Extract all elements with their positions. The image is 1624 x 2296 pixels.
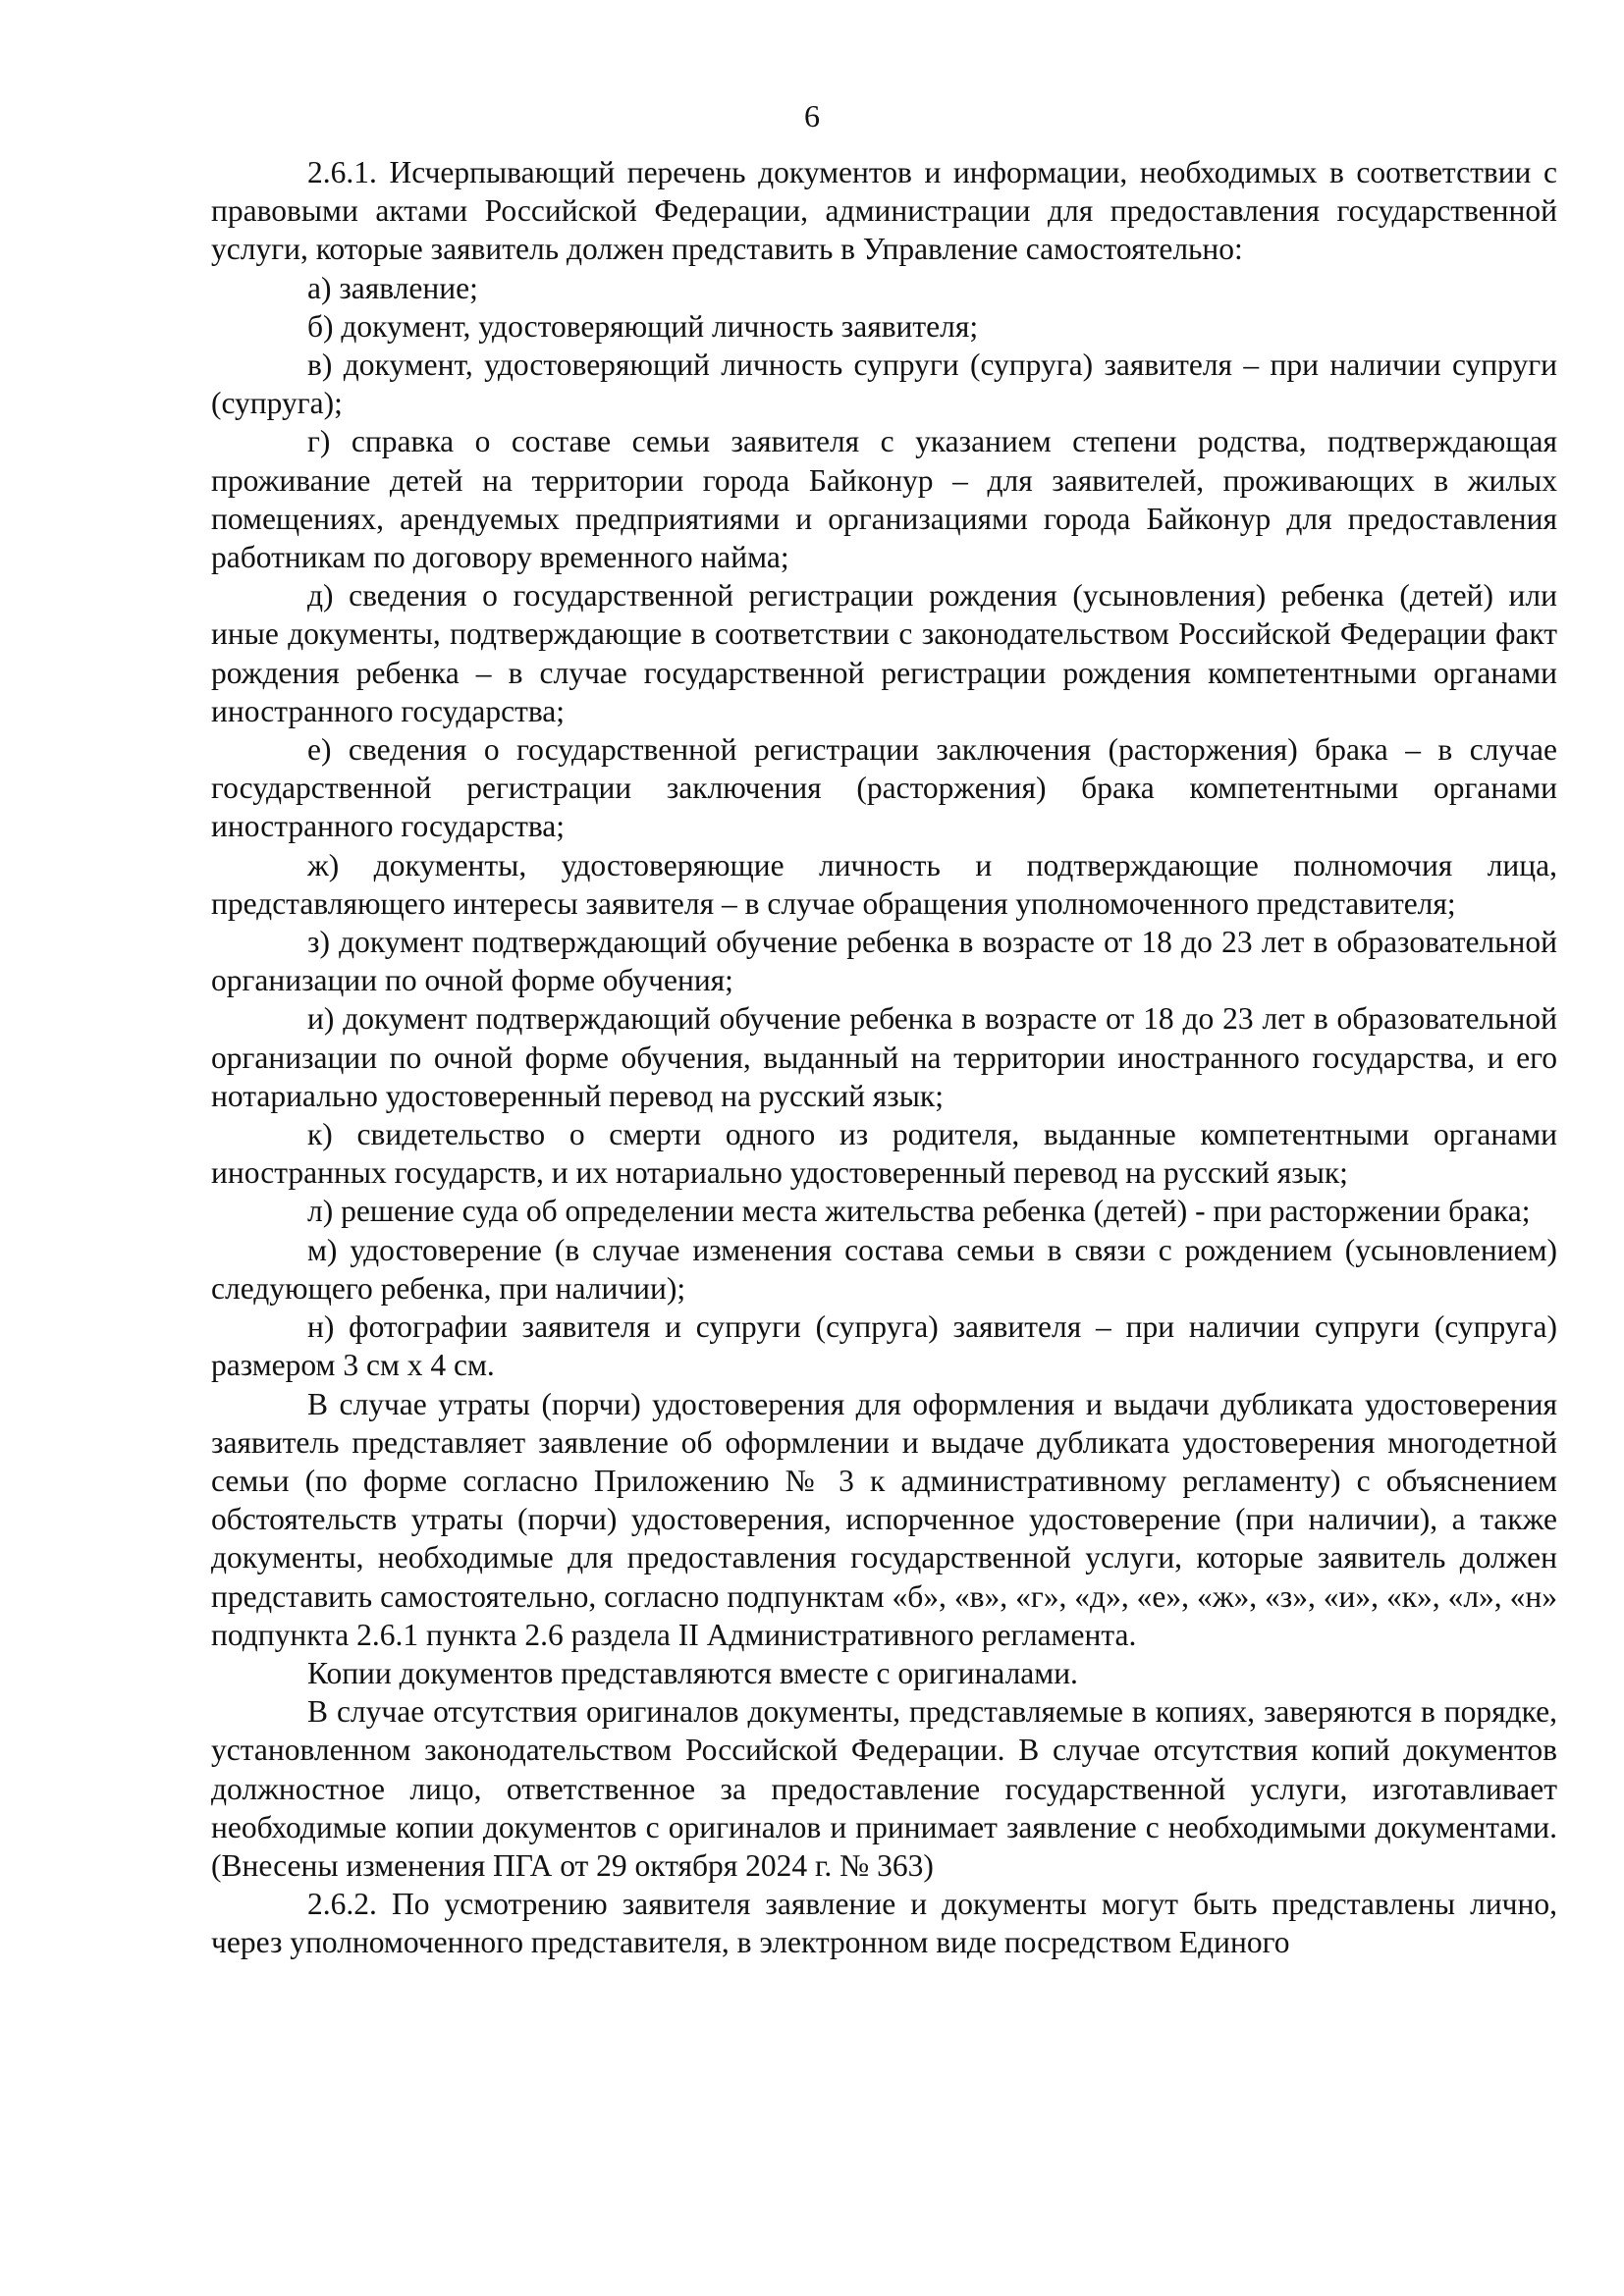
list-item-n: н) фотографии заявителя и супруги (супруга) заявителя – при наличии супруги (супруга) размером 3 см х 4 см. [211,1309,1557,1383]
paragraph-absence-of-originals: В случае отсутствия оригиналов документы, представляемые в копиях, заверяются в порядке, установленном законодательством Российской Федерации. В случае отсутствия копий документов должностное лицо, ответственное за предоставление государственной услуги, изготавливает необходимые копии документов с оригиналов и принимает заявление с необходимыми документами. (Внесены изменения ПГА от 29 октября 2024 г. № 363) [211,1694,1557,1883]
list-item-l: л) решение суда об определении места жительства ребенка (детей) - при расторжении брака; [307,1194,1531,1229]
paragraph-2-6-1: 2.6.1. Исчерпывающий перечень документов и информации, необходимых в соответствии с правовыми актами Российской Федерации, администрации для предоставления государственной услуги, которые заявитель должен представить в Управление самостоятельно: [211,155,1557,267]
paragraph-copies-with-originals: Копии документов представляются вместе с оригиналами. [307,1655,1078,1690]
list-item-k: к) свидетельство о смерти одного из родителя, выданные компетентными органами иностранных государств, и их нотариально удостоверенный перевод на русский язык; [211,1117,1557,1191]
document-body [211,153,1557,1962]
list-item-b: б) документ, удостоверяющий личность заявителя; [307,308,979,344]
list-item-v: в) документ, удостоверяющий личность супруги (супруга) заявителя – при наличии супруги (супруга); [211,347,1557,421]
page-number: 6 [804,98,820,133]
list-item-a: а) заявление; [307,270,478,305]
list-item-i: и) документ подтверждающий обучение ребенка в возрасте от 18 до 23 лет в образовательной организации по очной форме обучения, выданный на территории иностранного государства, и его нотариально удостоверенный перевод на русский язык; [211,1001,1557,1113]
list-item-z: з) документ подтверждающий обучение ребенка в возрасте от 18 до 23 лет в образовательной организации по очной форме обучения; [211,925,1557,998]
list-item-m: м) удостоверение (в случае изменения состава семьи в связи с рождением (усыновлением) следующего ребенка, при наличии); [211,1232,1557,1306]
list-item-g: г) справка о составе семьи заявителя с указанием степени родства, подтверждающая проживание детей на территории города Байконур – для заявителей, проживающих в жилых помещениях, арендуемых предприятиями и организациями города Байконур для предоставления работникам по договору временного найма; [211,424,1557,575]
paragraph-2-6-2: 2.6.2. По усмотрению заявителя заявление и документы могут быть представлены лично, через уполномоченного представителя, в электронном виде посредством Единого [211,1887,1557,1960]
paragraph-duplicate-certificate: В случае утраты (порчи) удостоверения для оформления и выдачи дубликата удостоверения заявитель представляет заявление об оформлении и выдаче дубликата удостоверения многодетной семьи (по форме согласно Приложению № 3 к административному регламенту) с объяснением обстоятельств утраты (порчи) удостоверения, испорченное удостоверение (при наличии), а также документы, необходимые для предоставления государственной услуги, которые заявитель должен представить самостоятельно, согласно подпунктам «б», «в», «г», «д», «е», «ж», «з», «и», «к», «л», «н» подпункта 2.6.1 пункта 2.6 раздела II Административного регламента. [211,1386,1557,1652]
list-item-d: д) сведения о государственной регистрации рождения (усыновления) ребенка (детей) или иные документы, подтверждающие в соответствии с законодательством Российской Федерации факт рождения ребенка – в случае государственной регистрации рождения компетентными органами иностранного государства; [211,578,1557,728]
list-item-e: е) сведения о государственной регистрации заключения (расторжения) брака – в случае государственной регистрации заключения (расторжения) брака компетентными органами иностранного государства; [211,732,1557,844]
list-item-zh: ж) документы, удостоверяющие личность и подтверждающие полномочия лица, представляющего интересы заявителя – в случае обращения уполномоченного представителя; [211,847,1557,921]
